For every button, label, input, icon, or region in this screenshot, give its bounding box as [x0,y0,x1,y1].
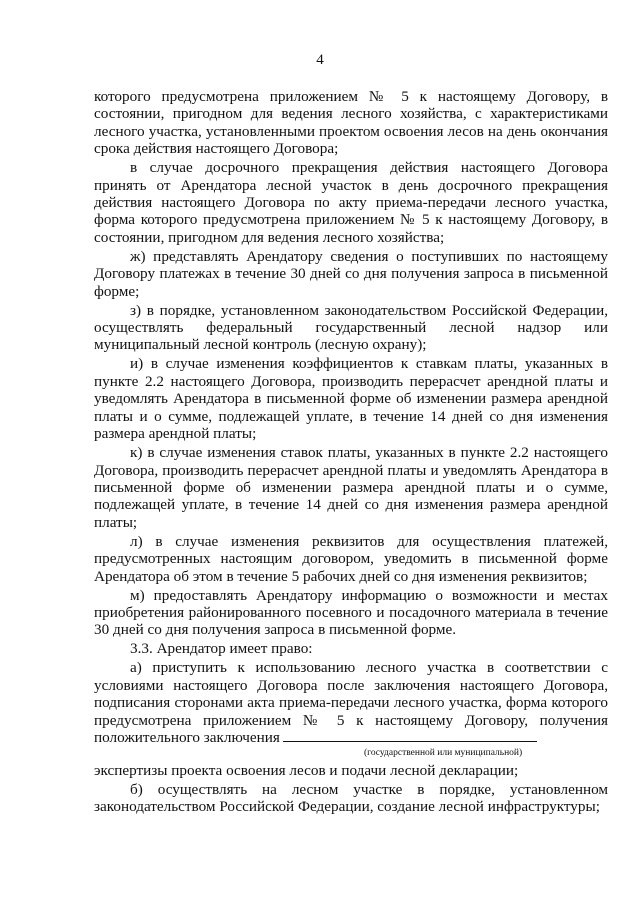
blank-fill-line [283,740,537,742]
paragraph-item-a-text: а) приступить к использованию лесного участка в соответствии с условиями настоящего Договора после заключения настоящего Договора, подписания сторонами акта приема-передачи лесного участка, форма которого предусмотрена приложением № 5 к настоящему Договору, получения положительного заключения [94,659,608,746]
paragraph-item-i: и) в случае изменения коэффициентов к ставкам платы, указанных в пункте 2.2 настоящего Договора, производить перерасчет арендной платы и уведомлять Арендатора в письменной форме об изменении размера арендной платы и о сумме, подлежащей уплате, в течение 14 дней со дня изменения размера арендной платы; [94,355,608,443]
document-body [94,88,608,817]
paragraph-early-termination: в случае досрочного прекращения действия настоящего Договора принять от Арендатора лесной участок в день досрочного прекращения действия настоящего Договора по акту приема-передачи лесного участка, форма которого предусмотрена приложением № 5 к настоящему Договору, в состоянии, пригодном для ведения лесного хозяйства; [94,159,608,246]
paragraph-item-b: б) осуществлять на лесном участке в порядке, установленном законодательством Российской Федерации, создание лесной инфраструктуры; [94,780,608,816]
section-heading-3-3: 3.3. Арендатор имеет право: [130,640,313,658]
paragraph-item-k: к) в случае изменения ставок платы, указанных в пункте 2.2 настоящего Договора, производить перерасчет арендной платы и уведомлять Арендатора в письменной форме об изменении размера арендной платы и о сумме, подлежащей уплате, в течение 14 дней со дня изменения размера арендной платы; [94,444,608,531]
paragraph-item-m: м) предоставлять Арендатору информацию о возможности и местах приобретения районированного посевного и посадочного материала в течение 30 дней со дня получения запроса в письменной форме. [94,586,608,639]
paragraph-continuation: которого предусмотрена приложением № 5 к настоящему Договору, в состоянии, пригодном для ведения лесного хозяйства, с характеристиками лесного участка, установленными проектом освоения лесов на день окончания срока действия настоящего Договора; [94,88,608,158]
paragraph-item-a [94,659,608,746]
paragraph-item-a-end: экспертизы проекта освоения лесов и подачи лесной декларации; [94,761,519,779]
paragraph-item-zh: ж) представлять Арендатору сведения о поступивших по настоящему Договору платежах в течение 30 дней со дня получения запроса в письменной форме; [94,247,608,300]
paragraph-item-l: л) в случае изменения реквизитов для осуществления платежей, предусмотренных настоящим договором, уведомить в письменной форме Арендатора об этом в течение 5 рабочих дней со дня изменения реквизитов; [94,532,608,585]
paragraph-item-z: з) в порядке, установленном законодательством Российской Федерации, осуществлять федеральный государственный лесной надзор или муниципальный лесной контроль (лесную охрану); [94,301,608,354]
page-number: 4 [316,52,324,68]
fill-line-caption: (государственной или муниципальной) [364,747,523,758]
